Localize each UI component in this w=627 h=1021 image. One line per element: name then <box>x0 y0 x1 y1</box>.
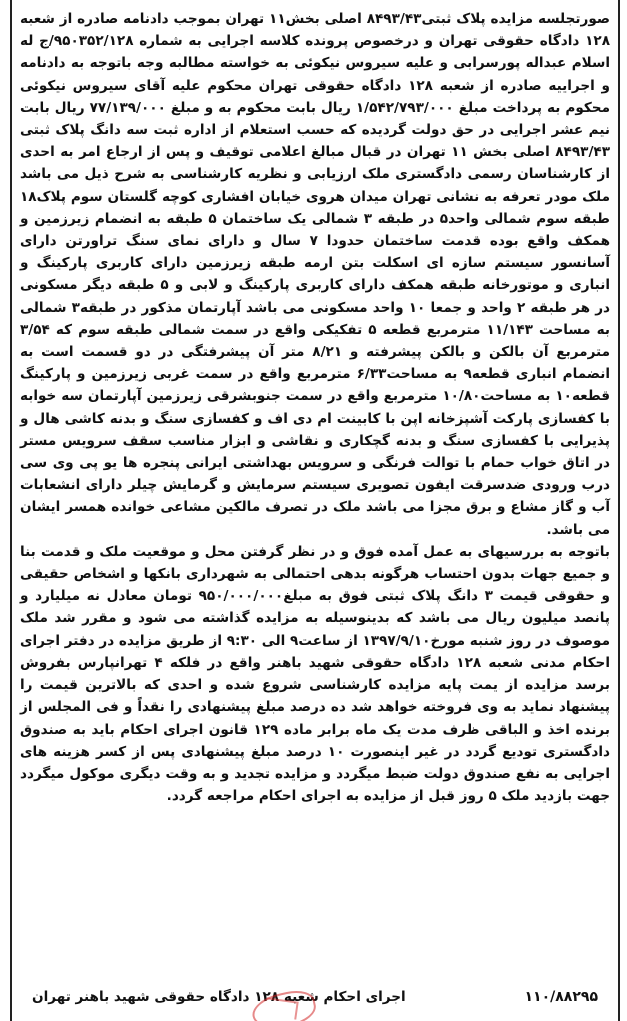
notice-code: ۱۱۰/۸۸۲۹۵ <box>524 989 598 1005</box>
notice-body <box>20 8 610 807</box>
notice-footer <box>32 985 598 1009</box>
legal-notice <box>10 0 620 1021</box>
issuer-signature: اجرای احکام شعبه ۱۲۸ دادگاه حقوقی شهید باهنر تهران <box>32 989 406 1005</box>
notice-paragraph-1: صورتجلسه مزایده پلاک ثبتی۸۴۹۳/۴۳ اصلی بخش۱۱ تهران بموجب دادنامه صادره از شعبه ۱۲۸ دادگاه حقوقی تهران و درخصوص پرونده کلاسه اجرایی به شماره ۹۵۰۳۵۲/۱۲۸/ج له اسلام عبداله پورسرابی و علیه سیروس نیکوئی به خواسته مطالبه وجه باتوجه به دادنامه و اجراییه صادره از شعبه ۱۲۸ دادگاه حقوقی تهران محکوم علیه آقای سیروس نیکوئی محکوم به پرداخت مبلغ ۱/۵۴۲/۷۹۳/۰۰۰ ریال بابت محکوم به و مبلغ ۷۷/۱۳۹/۰۰۰ ریال بابت نیم عشر اجرایی در حق دولت گردیده که حسب استعلام از اداره ثبت سه دانگ پلاک ثبتی ۸۴۹۳/۴۳ اصلی بخش ۱۱ تهران در قبال مبالغ اعلامی توقیف و پس از ارجاع امر به احدی از کارشناسان رسمی دادگستری ملک ارزیابی و نظریه کارشناسی به شرح ذیل می باشد ملک مودر تعرفه به نشانی تهران میدان هروی خیابان افشاری کوچه گلستان سوم پلاک۱۸ طبقه سوم شمالی واحد۵ در طبقه ۳ شمالی یک ساختمان ۵ طبقه به انضمام زیرزمین و همکف واقع بوده قدمت ساختمان حدودا ۷ سال و دارای نمای سنگ تراورتن دارای آسانسور سیستم سازه ای اسکلت بتن ارمه طبقه زیرزمین دارای کاربری پارکینگ و انباری و موتورخانه طبقه همکف دارای کاربری پارکینگ و لابی و ۵ طبقه دیگر مسکونی در هر طبقه ۲ واحد و جمعا ۱۰ واحد مسکونی می باشد آپارتمان مذکور در طبقه۳ شمالی به مساحت ۱۱/۱۴۳ مترمربع قطعه ۵ تفکیکی واقع در سمت شمالی طبقه سوم که ۳/۵۴ مترمربع آن بالکن و بالکن پیشرفته و ۸/۲۱ متر آن پیشرفتگی در دو قسمت است به انضمام انباری قطعه۹ به مساحت۶/۳۳ مترمربع واقع در سمت غربی زیرزمین و پارکینگ قطعه۱۰ به مساحت۱۰/۸۰ مترمربع واقع در سمت جنوبشرقی زیرزمین آپارتمان سه خوابه با کفسازی پارکت آشپزخانه اپن با کابینت ام دی اف و کفسازی سنگ و بدنه کاشی هال و پذیرایی با کفسازی سنگ و بدنه گچکاری و نقاشی و ابزار مناسب سقف سرویس مستر در اتاق خواب حمام با توالت فرنگی و سرویس بهداشتی ایرانی پنجره ها یو پی وی سی درب ورودی ضدسرقت ایفون تصویری سیستم سرمایش و گرمایش چیلر دارای انشعابات آب و گاز مشاع و برق مجزا می باشد ملک در تصرف مالکین مشاعی خوانده همسر ایشان می باشد. <box>20 11 611 538</box>
notice-paragraph-2: باتوجه به بررسیهای به عمل آمده فوق و در نظر گرفتن محل و موقعیت ملک و قدمت بنا و جمیع جهات بدون احتساب هرگونه بدهی احتمالی به شهرداری بانکها و اشخاص حقیقی و حقوقی قیمت ۳ دانگ پلاک ثبتی فوق به مبلغ۹۵۰/۰۰۰/۰۰۰ تومان معادل نه میلیارد و پانصد میلیون ریال می باشد که بدینوسیله به مزایده گذاشته می شود و مقرر شد ملک موصوف در روز شنبه مورخ۱۳۹۷/۹/۱۰ از ساعت۹ الی ۹:۳۰ از طریق مزایده در دفتر اجرای احکام مدنی شعبه ۱۲۸ دادگاه حقوقی شهید باهنر واقع در فلکه ۴ تهرانپارس بفروش برسد مزایده از یمت پایه مزایده کارشناسی شروع شده و احدی که بالاترین قیمت را پیشنهاد نماید به وی فروخته خواهد شد ده درصد مبلغ پیشنهادی را نقداً و فی المجلس از برنده اخذ و الباقی ظرف مدت یک ماه برابر ماده ۱۲۹ قانون اجرای احکام باید به صندوق دادگستری تودیع گردد در غیر اینصورت ۱۰ درصد مبلغ پیشنهادی پس از کسر هزینه های اجرایی به نفع صندوق دولت ضبط میگردد و مزایده تجدید و به وقت دیگری موکول میگردد جهت بازدید ملک ۵ روز قبل از مزایده به اجرای احکام مراجعه گردد. <box>20 543 610 805</box>
